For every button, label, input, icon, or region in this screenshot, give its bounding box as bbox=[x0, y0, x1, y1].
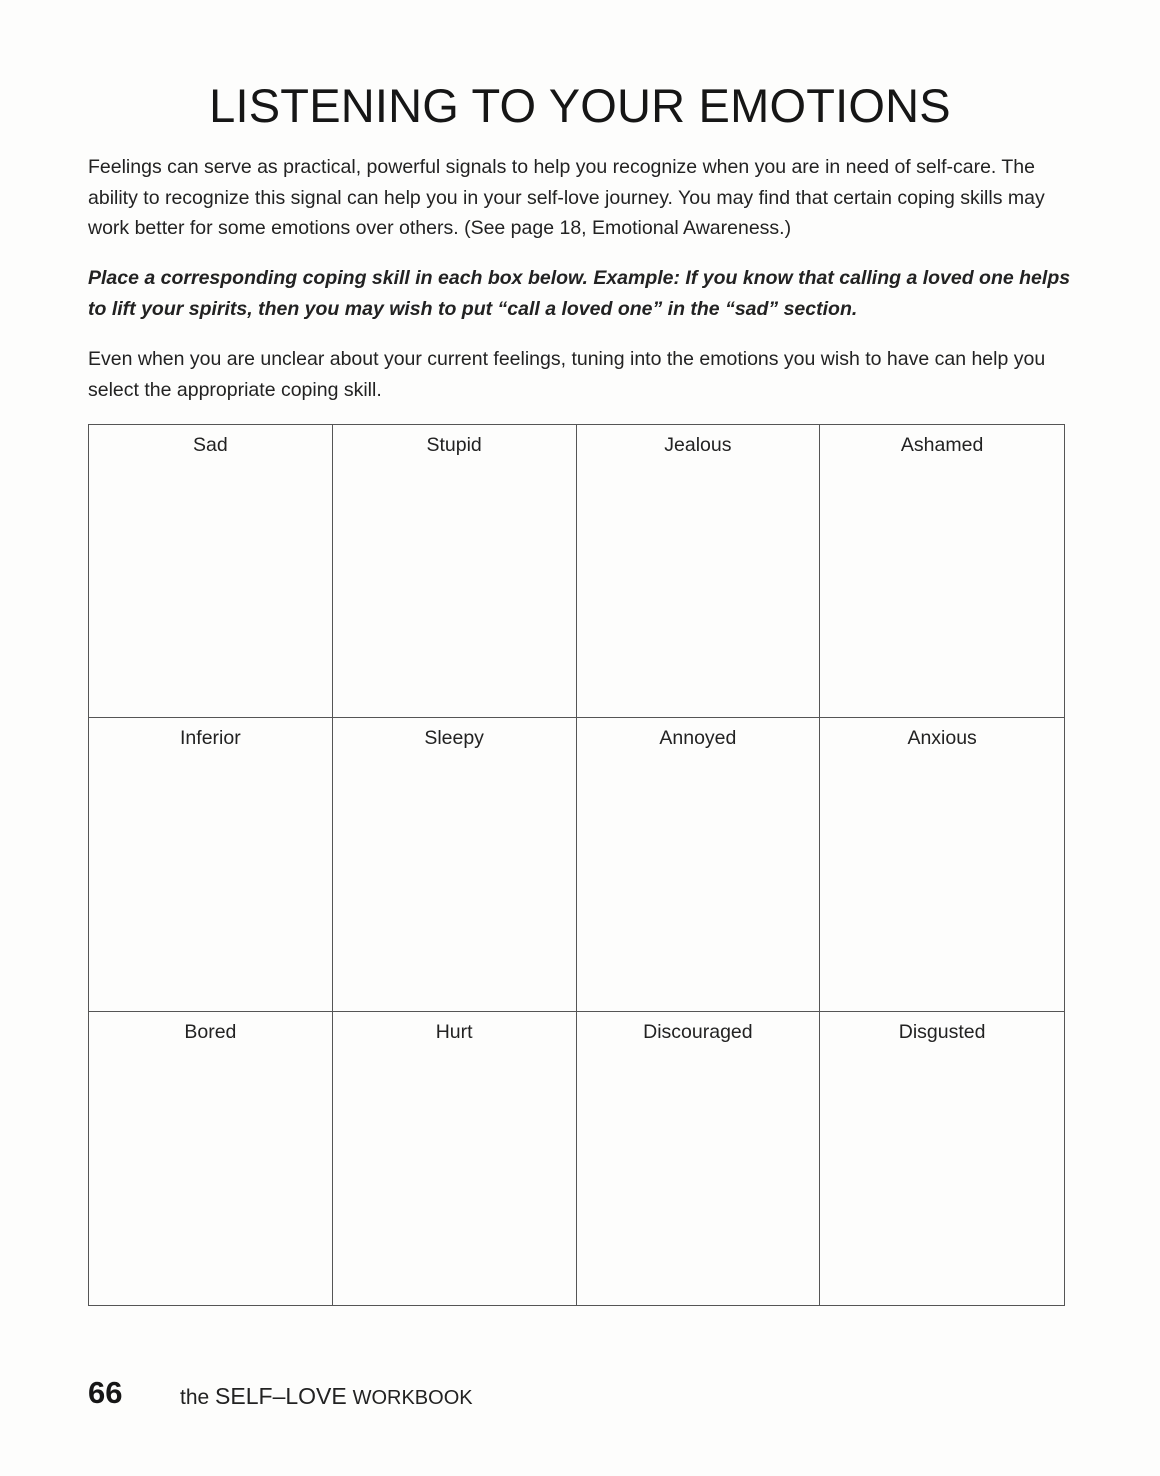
page-number: 66 bbox=[88, 1375, 123, 1410]
page-title: LISTENING TO YOUR EMOTIONS bbox=[209, 79, 951, 132]
emotion-box-sleepy[interactable] bbox=[333, 718, 577, 1011]
emotion-box-bored[interactable] bbox=[89, 1012, 333, 1305]
emotion-box-sad[interactable] bbox=[89, 425, 333, 718]
emotion-box-inferior[interactable] bbox=[89, 718, 333, 1011]
book-title-suffix: WORKBOOK bbox=[352, 1387, 473, 1409]
emotion-label: Sad bbox=[193, 434, 228, 456]
emotion-box-stupid[interactable] bbox=[333, 425, 577, 718]
emotion-grid bbox=[88, 424, 1065, 1306]
emotion-label: Sleepy bbox=[424, 727, 484, 750]
emotion-box-ashamed[interactable] bbox=[820, 425, 1064, 718]
book-title bbox=[180, 1381, 473, 1413]
emotion-label: Bored bbox=[184, 1020, 237, 1043]
emotion-box-jealous[interactable] bbox=[577, 425, 821, 718]
emotion-box-annoyed[interactable] bbox=[577, 718, 821, 1011]
emotion-box-disgusted[interactable] bbox=[820, 1012, 1064, 1305]
emotion-label: Ashamed bbox=[900, 434, 984, 456]
emotion-label: Discouraged bbox=[643, 1020, 753, 1043]
note-paragraph: Even when you are unclear about your current feelings, tuning into the emotions you wish to have can help you select the appropriate coping skill. bbox=[88, 348, 1046, 401]
book-title-prefix: the bbox=[180, 1386, 210, 1409]
emotion-label: Annoyed bbox=[659, 727, 737, 750]
emotion-box-hurt[interactable] bbox=[333, 1012, 577, 1305]
emotion-label: Inferior bbox=[180, 727, 241, 750]
emotion-box-discouraged[interactable] bbox=[577, 1012, 821, 1305]
intro-paragraph: Feelings can serve as practical, powerful signals to help you recognize when you are in need of self-care. The ability to recognize this signal can help you in your self-love journey. You may find that certain coping skills may work better for some emotions over others. (See page 18, Emotional Awareness.) bbox=[88, 156, 1045, 239]
instruction-paragraph: Place a corresponding coping skill in each box below. Example: If you know that calling a loved one helps to lift your spirits, then you may wish to put “call a loved one” in the “sad” section. bbox=[88, 267, 1071, 320]
emotion-label: Stupid bbox=[426, 434, 482, 456]
book-title-main: SELF–LOVE bbox=[215, 1383, 347, 1409]
emotion-box-anxious[interactable] bbox=[820, 718, 1064, 1011]
emotion-label: Hurt bbox=[435, 1020, 473, 1043]
emotion-label: Disgusted bbox=[898, 1020, 986, 1043]
emotion-label: Jealous bbox=[664, 434, 732, 456]
emotion-label: Anxious bbox=[907, 727, 977, 750]
